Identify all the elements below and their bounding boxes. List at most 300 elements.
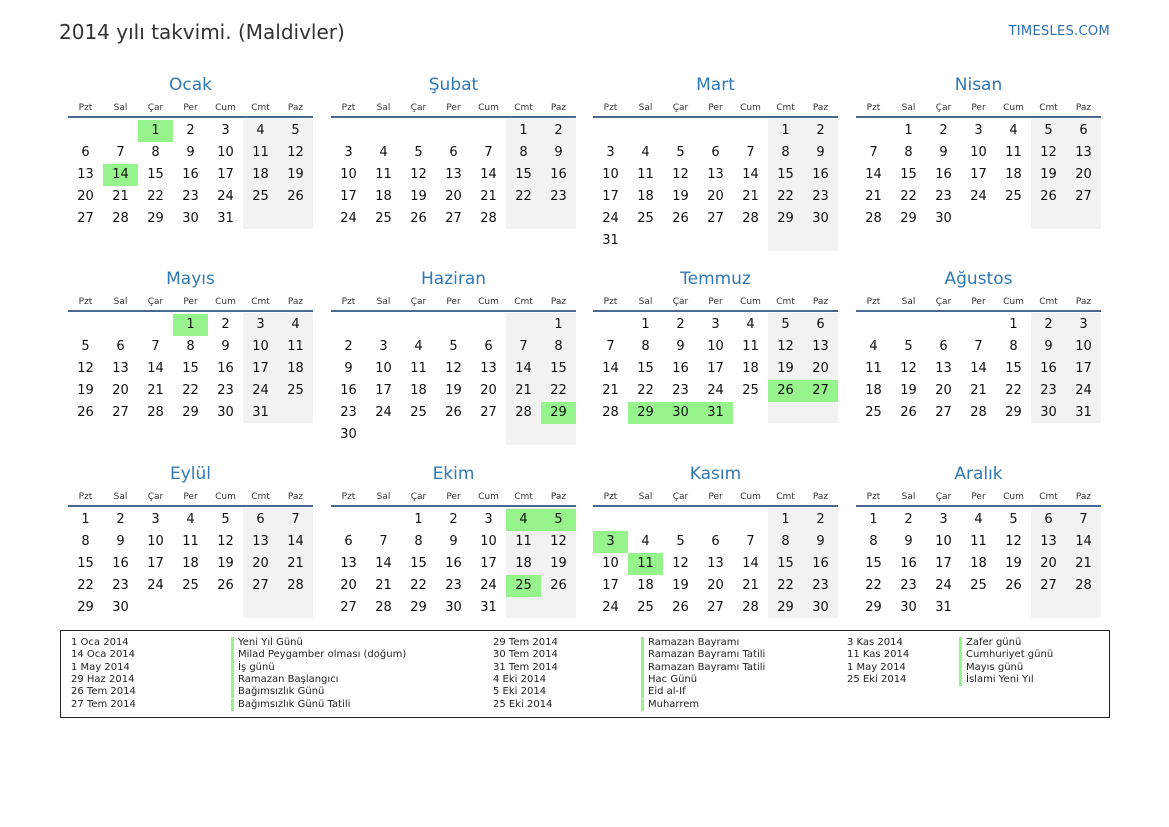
day-cell[interactable]: 13 xyxy=(1075,145,1092,160)
holiday-day-cell[interactable]: 31 xyxy=(698,402,733,424)
day-cell[interactable]: 25 xyxy=(970,578,987,593)
day-cell[interactable]: 5 xyxy=(81,339,90,354)
day-cell[interactable]: 15 xyxy=(777,556,794,571)
day-cell[interactable]: 3 xyxy=(151,512,160,527)
day-cell[interactable]: 12 xyxy=(410,167,427,182)
day-cell[interactable]: 21 xyxy=(112,189,129,204)
day-cell[interactable]: 2 xyxy=(676,317,685,332)
day-cell[interactable]: 4 xyxy=(746,317,755,332)
day-cell[interactable]: 5 xyxy=(221,512,230,527)
day-cell[interactable]: 23 xyxy=(182,189,199,204)
day-cell[interactable]: 21 xyxy=(602,383,619,398)
day-cell[interactable]: 24 xyxy=(970,189,987,204)
day-cell[interactable]: 10 xyxy=(252,339,269,354)
day-cell[interactable]: 8 xyxy=(151,145,160,160)
holiday-day-cell[interactable]: 26 xyxy=(768,380,803,402)
holiday-day-cell[interactable]: 1 xyxy=(173,314,208,336)
day-cell[interactable]: 19 xyxy=(1005,556,1022,571)
day-cell[interactable]: 13 xyxy=(340,556,357,571)
day-cell[interactable]: 16 xyxy=(935,167,952,182)
day-cell[interactable]: 7 xyxy=(746,145,755,160)
day-cell[interactable]: 17 xyxy=(602,189,619,204)
day-cell[interactable]: 12 xyxy=(287,145,304,160)
day-cell[interactable]: 22 xyxy=(77,578,94,593)
day-cell[interactable]: 13 xyxy=(480,361,497,376)
day-cell[interactable]: 28 xyxy=(1075,578,1092,593)
day-cell[interactable]: 26 xyxy=(1005,578,1022,593)
day-cell[interactable]: 20 xyxy=(707,189,724,204)
day-cell[interactable]: 30 xyxy=(812,211,829,226)
day-cell[interactable]: 24 xyxy=(935,578,952,593)
day-cell[interactable]: 18 xyxy=(182,556,199,571)
day-cell[interactable]: 14 xyxy=(742,167,759,182)
day-cell[interactable]: 17 xyxy=(217,167,234,182)
day-cell[interactable]: 4 xyxy=(974,512,983,527)
day-cell[interactable]: 1 xyxy=(781,123,790,138)
day-cell[interactable]: 18 xyxy=(515,556,532,571)
day-cell[interactable]: 5 xyxy=(676,145,685,160)
day-cell[interactable]: 23 xyxy=(1040,383,1057,398)
day-cell[interactable]: 2 xyxy=(186,123,195,138)
day-cell[interactable]: 22 xyxy=(410,578,427,593)
day-cell[interactable]: 27 xyxy=(112,405,129,420)
day-cell[interactable]: 20 xyxy=(340,578,357,593)
day-cell[interactable]: 4 xyxy=(186,512,195,527)
day-cell[interactable]: 27 xyxy=(935,405,952,420)
day-cell[interactable]: 23 xyxy=(935,189,952,204)
day-cell[interactable]: 25 xyxy=(637,211,654,226)
day-cell[interactable]: 31 xyxy=(602,233,619,248)
day-cell[interactable]: 20 xyxy=(445,189,462,204)
day-cell[interactable]: 30 xyxy=(182,211,199,226)
day-cell[interactable]: 1 xyxy=(904,123,913,138)
day-cell[interactable]: 16 xyxy=(445,556,462,571)
day-cell[interactable]: 15 xyxy=(410,556,427,571)
day-cell[interactable]: 3 xyxy=(221,123,230,138)
holiday-day-cell[interactable]: 11 xyxy=(628,553,663,575)
day-cell[interactable]: 1 xyxy=(414,512,423,527)
day-cell[interactable]: 16 xyxy=(550,167,567,182)
day-cell[interactable]: 14 xyxy=(515,361,532,376)
day-cell[interactable]: 6 xyxy=(344,534,353,549)
day-cell[interactable]: 28 xyxy=(287,578,304,593)
day-cell[interactable]: 24 xyxy=(602,211,619,226)
day-cell[interactable]: 17 xyxy=(970,167,987,182)
day-cell[interactable]: 15 xyxy=(182,361,199,376)
day-cell[interactable]: 10 xyxy=(147,534,164,549)
day-cell[interactable]: 12 xyxy=(217,534,234,549)
day-cell[interactable]: 30 xyxy=(445,600,462,615)
day-cell[interactable]: 27 xyxy=(77,211,94,226)
day-cell[interactable]: 7 xyxy=(379,534,388,549)
day-cell[interactable]: 25 xyxy=(375,211,392,226)
day-cell[interactable]: 21 xyxy=(287,556,304,571)
day-cell[interactable]: 21 xyxy=(742,578,759,593)
day-cell[interactable]: 6 xyxy=(1044,512,1053,527)
day-cell[interactable]: 16 xyxy=(217,361,234,376)
day-cell[interactable]: 9 xyxy=(221,339,230,354)
day-cell[interactable]: 27 xyxy=(445,211,462,226)
day-cell[interactable]: 11 xyxy=(865,361,882,376)
day-cell[interactable]: 29 xyxy=(410,600,427,615)
day-cell[interactable]: 16 xyxy=(812,556,829,571)
day-cell[interactable]: 23 xyxy=(445,578,462,593)
day-cell[interactable]: 15 xyxy=(777,167,794,182)
day-cell[interactable]: 11 xyxy=(637,167,654,182)
day-cell[interactable]: 19 xyxy=(672,578,689,593)
day-cell[interactable]: 14 xyxy=(1075,534,1092,549)
day-cell[interactable]: 17 xyxy=(375,383,392,398)
day-cell[interactable]: 1 xyxy=(641,317,650,332)
day-cell[interactable]: 10 xyxy=(970,145,987,160)
holiday-day-cell[interactable]: 27 xyxy=(803,380,838,402)
day-cell[interactable]: 2 xyxy=(221,317,230,332)
day-cell[interactable]: 5 xyxy=(1044,123,1053,138)
day-cell[interactable]: 7 xyxy=(606,339,615,354)
day-cell[interactable]: 26 xyxy=(550,578,567,593)
day-cell[interactable]: 12 xyxy=(672,167,689,182)
day-cell[interactable]: 10 xyxy=(602,167,619,182)
day-cell[interactable]: 21 xyxy=(515,383,532,398)
day-cell[interactable]: 17 xyxy=(602,578,619,593)
day-cell[interactable]: 31 xyxy=(252,405,269,420)
day-cell[interactable]: 29 xyxy=(147,211,164,226)
day-cell[interactable]: 19 xyxy=(672,189,689,204)
day-cell[interactable]: 21 xyxy=(970,383,987,398)
day-cell[interactable]: 10 xyxy=(602,556,619,571)
day-cell[interactable]: 10 xyxy=(217,145,234,160)
day-cell[interactable]: 22 xyxy=(147,189,164,204)
day-cell[interactable]: 8 xyxy=(641,339,650,354)
day-cell[interactable]: 19 xyxy=(287,167,304,182)
day-cell[interactable]: 23 xyxy=(900,578,917,593)
day-cell[interactable]: 10 xyxy=(935,534,952,549)
day-cell[interactable]: 11 xyxy=(742,339,759,354)
day-cell[interactable]: 28 xyxy=(112,211,129,226)
day-cell[interactable]: 7 xyxy=(1079,512,1088,527)
day-cell[interactable]: 8 xyxy=(781,534,790,549)
day-cell[interactable]: 14 xyxy=(742,556,759,571)
day-cell[interactable]: 9 xyxy=(449,534,458,549)
day-cell[interactable]: 24 xyxy=(217,189,234,204)
day-cell[interactable]: 9 xyxy=(116,534,125,549)
day-cell[interactable]: 14 xyxy=(287,534,304,549)
day-cell[interactable]: 5 xyxy=(414,145,423,160)
day-cell[interactable]: 15 xyxy=(865,556,882,571)
day-cell[interactable]: 24 xyxy=(340,211,357,226)
day-cell[interactable]: 15 xyxy=(900,167,917,182)
day-cell[interactable]: 28 xyxy=(602,405,619,420)
day-cell[interactable]: 17 xyxy=(252,361,269,376)
day-cell[interactable]: 12 xyxy=(900,361,917,376)
day-cell[interactable]: 22 xyxy=(777,189,794,204)
day-cell[interactable]: 29 xyxy=(865,600,882,615)
day-cell[interactable]: 17 xyxy=(1075,361,1092,376)
day-cell[interactable]: 21 xyxy=(147,383,164,398)
day-cell[interactable]: 1 xyxy=(81,512,90,527)
day-cell[interactable]: 16 xyxy=(340,383,357,398)
day-cell[interactable]: 9 xyxy=(816,145,825,160)
day-cell[interactable]: 25 xyxy=(287,383,304,398)
day-cell[interactable]: 25 xyxy=(252,189,269,204)
day-cell[interactable]: 13 xyxy=(252,534,269,549)
day-cell[interactable]: 11 xyxy=(970,534,987,549)
day-cell[interactable]: 1 xyxy=(781,512,790,527)
day-cell[interactable]: 19 xyxy=(217,556,234,571)
day-cell[interactable]: 27 xyxy=(1075,189,1092,204)
day-cell[interactable]: 8 xyxy=(1009,339,1018,354)
day-cell[interactable]: 10 xyxy=(375,361,392,376)
day-cell[interactable]: 26 xyxy=(900,405,917,420)
day-cell[interactable]: 24 xyxy=(147,578,164,593)
day-cell[interactable]: 13 xyxy=(707,167,724,182)
day-cell[interactable]: 12 xyxy=(445,361,462,376)
day-cell[interactable]: 28 xyxy=(375,600,392,615)
day-cell[interactable]: 8 xyxy=(554,339,563,354)
day-cell[interactable]: 27 xyxy=(252,578,269,593)
day-cell[interactable]: 20 xyxy=(1075,167,1092,182)
day-cell[interactable]: 12 xyxy=(77,361,94,376)
day-cell[interactable]: 19 xyxy=(77,383,94,398)
day-cell[interactable]: 29 xyxy=(1005,405,1022,420)
day-cell[interactable]: 15 xyxy=(147,167,164,182)
day-cell[interactable]: 28 xyxy=(480,211,497,226)
day-cell[interactable]: 27 xyxy=(480,405,497,420)
day-cell[interactable]: 18 xyxy=(742,361,759,376)
day-cell[interactable]: 15 xyxy=(77,556,94,571)
day-cell[interactable]: 26 xyxy=(217,578,234,593)
day-cell[interactable]: 25 xyxy=(865,405,882,420)
day-cell[interactable]: 3 xyxy=(939,512,948,527)
day-cell[interactable]: 6 xyxy=(484,339,493,354)
day-cell[interactable]: 3 xyxy=(711,317,720,332)
day-cell[interactable]: 8 xyxy=(869,534,878,549)
day-cell[interactable]: 5 xyxy=(291,123,300,138)
day-cell[interactable]: 8 xyxy=(904,145,913,160)
day-cell[interactable]: 31 xyxy=(480,600,497,615)
day-cell[interactable]: 6 xyxy=(816,317,825,332)
day-cell[interactable]: 11 xyxy=(410,361,427,376)
day-cell[interactable]: 13 xyxy=(935,361,952,376)
day-cell[interactable]: 14 xyxy=(865,167,882,182)
day-cell[interactable]: 30 xyxy=(900,600,917,615)
day-cell[interactable]: 4 xyxy=(641,534,650,549)
day-cell[interactable]: 10 xyxy=(707,339,724,354)
day-cell[interactable]: 31 xyxy=(1075,405,1092,420)
day-cell[interactable]: 6 xyxy=(711,145,720,160)
day-cell[interactable]: 3 xyxy=(974,123,983,138)
day-cell[interactable]: 18 xyxy=(410,383,427,398)
day-cell[interactable]: 23 xyxy=(812,189,829,204)
day-cell[interactable]: 16 xyxy=(672,361,689,376)
day-cell[interactable]: 30 xyxy=(812,600,829,615)
day-cell[interactable]: 1 xyxy=(519,123,528,138)
day-cell[interactable]: 27 xyxy=(707,600,724,615)
day-cell[interactable]: 22 xyxy=(865,578,882,593)
day-cell[interactable]: 8 xyxy=(81,534,90,549)
day-cell[interactable]: 25 xyxy=(742,383,759,398)
day-cell[interactable]: 6 xyxy=(711,534,720,549)
day-cell[interactable]: 6 xyxy=(939,339,948,354)
day-cell[interactable]: 7 xyxy=(291,512,300,527)
day-cell[interactable]: 18 xyxy=(637,189,654,204)
day-cell[interactable]: 14 xyxy=(602,361,619,376)
day-cell[interactable]: 16 xyxy=(112,556,129,571)
day-cell[interactable]: 1 xyxy=(1009,317,1018,332)
day-cell[interactable]: 9 xyxy=(816,534,825,549)
day-cell[interactable]: 21 xyxy=(865,189,882,204)
day-cell[interactable]: 5 xyxy=(904,339,913,354)
day-cell[interactable]: 25 xyxy=(637,600,654,615)
day-cell[interactable]: 17 xyxy=(935,556,952,571)
day-cell[interactable]: 25 xyxy=(410,405,427,420)
day-cell[interactable]: 29 xyxy=(77,600,94,615)
day-cell[interactable]: 13 xyxy=(445,167,462,182)
day-cell[interactable]: 16 xyxy=(182,167,199,182)
day-cell[interactable]: 22 xyxy=(1005,383,1022,398)
day-cell[interactable]: 28 xyxy=(865,211,882,226)
holiday-day-cell[interactable]: 4 xyxy=(506,509,541,531)
day-cell[interactable]: 19 xyxy=(777,361,794,376)
day-cell[interactable]: 16 xyxy=(812,167,829,182)
day-cell[interactable]: 24 xyxy=(707,383,724,398)
day-cell[interactable]: 7 xyxy=(151,339,160,354)
day-cell[interactable]: 14 xyxy=(480,167,497,182)
day-cell[interactable]: 30 xyxy=(1040,405,1057,420)
day-cell[interactable]: 22 xyxy=(550,383,567,398)
day-cell[interactable]: 30 xyxy=(935,211,952,226)
day-cell[interactable]: 20 xyxy=(935,383,952,398)
day-cell[interactable]: 18 xyxy=(865,383,882,398)
day-cell[interactable]: 28 xyxy=(742,600,759,615)
day-cell[interactable]: 11 xyxy=(515,534,532,549)
holiday-day-cell[interactable]: 29 xyxy=(628,402,663,424)
day-cell[interactable]: 13 xyxy=(77,167,94,182)
day-cell[interactable]: 24 xyxy=(480,578,497,593)
day-cell[interactable]: 23 xyxy=(217,383,234,398)
day-cell[interactable]: 23 xyxy=(812,578,829,593)
day-cell[interactable]: 2 xyxy=(816,512,825,527)
day-cell[interactable]: 3 xyxy=(606,145,615,160)
holiday-day-cell[interactable]: 14 xyxy=(103,164,138,186)
day-cell[interactable]: 20 xyxy=(252,556,269,571)
day-cell[interactable]: 7 xyxy=(869,145,878,160)
day-cell[interactable]: 28 xyxy=(515,405,532,420)
day-cell[interactable]: 4 xyxy=(291,317,300,332)
day-cell[interactable]: 23 xyxy=(550,189,567,204)
day-cell[interactable]: 10 xyxy=(340,167,357,182)
day-cell[interactable]: 22 xyxy=(515,189,532,204)
day-cell[interactable]: 2 xyxy=(904,512,913,527)
day-cell[interactable]: 26 xyxy=(1040,189,1057,204)
day-cell[interactable]: 12 xyxy=(672,556,689,571)
day-cell[interactable]: 23 xyxy=(672,383,689,398)
day-cell[interactable]: 17 xyxy=(480,556,497,571)
day-cell[interactable]: 7 xyxy=(519,339,528,354)
day-cell[interactable]: 5 xyxy=(449,339,458,354)
day-cell[interactable]: 20 xyxy=(812,361,829,376)
day-cell[interactable]: 4 xyxy=(1009,123,1018,138)
day-cell[interactable]: 11 xyxy=(1005,145,1022,160)
day-cell[interactable]: 1 xyxy=(869,512,878,527)
day-cell[interactable]: 1 xyxy=(554,317,563,332)
day-cell[interactable]: 6 xyxy=(81,145,90,160)
day-cell[interactable]: 26 xyxy=(287,189,304,204)
day-cell[interactable]: 4 xyxy=(414,339,423,354)
day-cell[interactable]: 13 xyxy=(707,556,724,571)
day-cell[interactable]: 17 xyxy=(707,361,724,376)
day-cell[interactable]: 23 xyxy=(112,578,129,593)
day-cell[interactable]: 18 xyxy=(637,578,654,593)
day-cell[interactable]: 29 xyxy=(182,405,199,420)
day-cell[interactable]: 22 xyxy=(637,383,654,398)
day-cell[interactable]: 14 xyxy=(147,361,164,376)
day-cell[interactable]: 9 xyxy=(904,534,913,549)
day-cell[interactable]: 30 xyxy=(340,427,357,442)
holiday-day-cell[interactable]: 1 xyxy=(138,120,173,142)
day-cell[interactable]: 10 xyxy=(480,534,497,549)
holiday-day-cell[interactable]: 3 xyxy=(593,531,628,553)
day-cell[interactable]: 9 xyxy=(344,361,353,376)
day-cell[interactable]: 21 xyxy=(1075,556,1092,571)
day-cell[interactable]: 3 xyxy=(256,317,265,332)
day-cell[interactable]: 26 xyxy=(77,405,94,420)
day-cell[interactable]: 19 xyxy=(445,383,462,398)
day-cell[interactable]: 17 xyxy=(340,189,357,204)
day-cell[interactable]: 7 xyxy=(116,145,125,160)
day-cell[interactable]: 22 xyxy=(777,578,794,593)
day-cell[interactable]: 9 xyxy=(939,145,948,160)
day-cell[interactable]: 4 xyxy=(641,145,650,160)
day-cell[interactable]: 26 xyxy=(672,600,689,615)
day-cell[interactable]: 25 xyxy=(182,578,199,593)
day-cell[interactable]: 30 xyxy=(217,405,234,420)
day-cell[interactable]: 11 xyxy=(287,339,304,354)
day-cell[interactable]: 8 xyxy=(519,145,528,160)
day-cell[interactable]: 8 xyxy=(414,534,423,549)
day-cell[interactable]: 3 xyxy=(1079,317,1088,332)
day-cell[interactable]: 15 xyxy=(550,361,567,376)
day-cell[interactable]: 26 xyxy=(410,211,427,226)
day-cell[interactable]: 12 xyxy=(1005,534,1022,549)
day-cell[interactable]: 3 xyxy=(484,512,493,527)
day-cell[interactable]: 16 xyxy=(900,556,917,571)
holiday-day-cell[interactable]: 5 xyxy=(541,509,576,531)
day-cell[interactable]: 21 xyxy=(375,578,392,593)
day-cell[interactable]: 8 xyxy=(186,339,195,354)
day-cell[interactable]: 19 xyxy=(1040,167,1057,182)
day-cell[interactable]: 29 xyxy=(777,211,794,226)
day-cell[interactable]: 29 xyxy=(900,211,917,226)
day-cell[interactable]: 13 xyxy=(1040,534,1057,549)
day-cell[interactable]: 24 xyxy=(602,600,619,615)
day-cell[interactable]: 7 xyxy=(974,339,983,354)
day-cell[interactable]: 11 xyxy=(182,534,199,549)
day-cell[interactable]: 7 xyxy=(484,145,493,160)
day-cell[interactable]: 2 xyxy=(116,512,125,527)
day-cell[interactable]: 21 xyxy=(480,189,497,204)
day-cell[interactable]: 9 xyxy=(676,339,685,354)
day-cell[interactable]: 2 xyxy=(939,123,948,138)
day-cell[interactable]: 11 xyxy=(252,145,269,160)
day-cell[interactable]: 4 xyxy=(869,339,878,354)
day-cell[interactable]: 20 xyxy=(1040,556,1057,571)
day-cell[interactable]: 13 xyxy=(812,339,829,354)
day-cell[interactable]: 12 xyxy=(1040,145,1057,160)
day-cell[interactable]: 11 xyxy=(375,167,392,182)
day-cell[interactable]: 18 xyxy=(252,167,269,182)
day-cell[interactable]: 6 xyxy=(256,512,265,527)
